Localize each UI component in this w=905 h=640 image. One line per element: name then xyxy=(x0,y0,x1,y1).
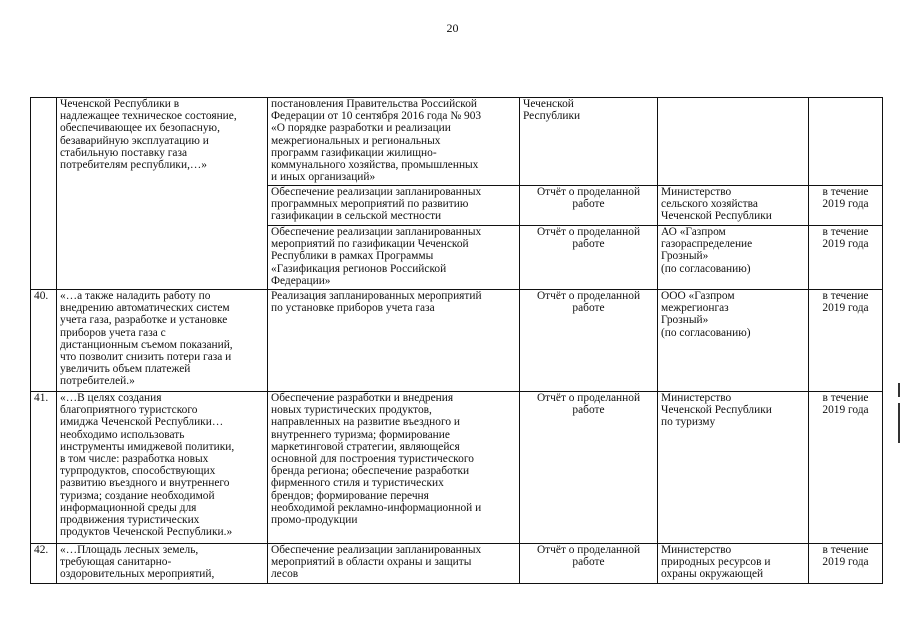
executor-cell: АО «Газпром газораспределение Грозный» (по согласованию) xyxy=(658,226,809,290)
report-form-cell: Отчёт о проделанной работе xyxy=(520,544,658,584)
instruction-cell: «…Площадь лесных земель, требующая санитарно- оздоровительных мероприятий, xyxy=(57,544,268,584)
measure-cell: Реализация запланированных мероприятий по установке приборов учета газа xyxy=(268,290,520,392)
row-number: 41. xyxy=(31,392,57,544)
deadline-cell: в течение 2019 года xyxy=(809,290,883,392)
table-row-continued xyxy=(31,98,883,186)
instruction-cell: Чеченской Республики в надлежащее техническое состояние, обеспечивающее их безопасную, безаварийную эксплуатацию и стабильную поставку газа потребителям республики,…» xyxy=(57,98,268,290)
measure-cell: постановления Правительства Российской Федерации от 10 сентября 2016 года № 903 «О порядке разработки и реализации межрегиональных и региональных программ газификации жилищно- коммунального хозяйства, промышленных и иных организаций» xyxy=(268,98,520,186)
executor-cell: ООО «Газпром межрегионгаз Грозный» (по согласованию) xyxy=(658,290,809,392)
row-number xyxy=(31,98,57,290)
deadline-cell xyxy=(809,98,883,186)
deadline-cell: в течение 2019 года xyxy=(809,544,883,584)
page-number: 20 xyxy=(446,21,459,35)
scan-edge-mark xyxy=(898,383,900,397)
instruction-cell: «…В целях создания благоприятного туристского имиджа Чеченской Республики… необходимо использовать инструменты имиджевой политики, в том числе: разработка новых турпродуктов, способствующих развитию въездного и внутреннего туризма; создание необходимой информационной среды для продвижения туристических продуктов Чеченской Республики.» xyxy=(57,392,268,544)
executor-cell: Министерство природных ресурсов и охраны окружающей xyxy=(658,544,809,584)
row-number: 40. xyxy=(31,290,57,392)
executor-cell: Министерство сельского хозяйства Чеченской Республики xyxy=(658,186,809,226)
measure-cell: Обеспечение реализации запланированных программных мероприятий по развитию газификации в сельской местности xyxy=(268,186,520,226)
executor-cell xyxy=(658,98,809,186)
measure-cell: Обеспечение реализации запланированных мероприятий в области охраны и защиты лесов xyxy=(268,544,520,584)
scan-edge-mark xyxy=(898,403,900,443)
executor-cell: Министерство Чеченской Республики по туризму xyxy=(658,392,809,544)
instruction-cell: «…а также наладить работу по внедрению автоматических систем учета газа, разработке и установке приборов учета газа с дистанционным съемом показаний, что позволит снизить потери газа и увеличить объем платежей потребителей.» xyxy=(57,290,268,392)
table-row-41 xyxy=(31,392,883,544)
report-form-cell: Отчёт о проделанной работе xyxy=(520,392,658,544)
table-row-40 xyxy=(31,290,883,392)
row-number: 42. xyxy=(31,544,57,584)
table-row-42 xyxy=(31,544,883,584)
report-form-cell: Отчёт о проделанной работе xyxy=(520,290,658,392)
measure-cell: Обеспечение разработки и внедрения новых туристических продуктов, направленных на развитие въездного и внутреннего туризма; формирование маркетинговой стратегии, являющейся основной для построения туристического бренда региона; обеспечение разработки фирменного стиля и туристических брендов; формирование перечня необходимой рекламно-информационной и промо-продукции xyxy=(268,392,520,544)
report-form-cell: Чеченской Республики xyxy=(520,98,658,186)
deadline-cell: в течение 2019 года xyxy=(809,186,883,226)
action-plan-table xyxy=(30,97,883,584)
deadline-cell: в течение 2019 года xyxy=(809,226,883,290)
report-form-cell: Отчёт о проделанной работе xyxy=(520,226,658,290)
deadline-cell: в течение 2019 года xyxy=(809,392,883,544)
report-form-cell: Отчёт о проделанной работе xyxy=(520,186,658,226)
measure-cell: Обеспечение реализации запланированных мероприятий по газификации Чеченской Республики в рамках Программы «Газификация регионов Российской Федерации» xyxy=(268,226,520,290)
